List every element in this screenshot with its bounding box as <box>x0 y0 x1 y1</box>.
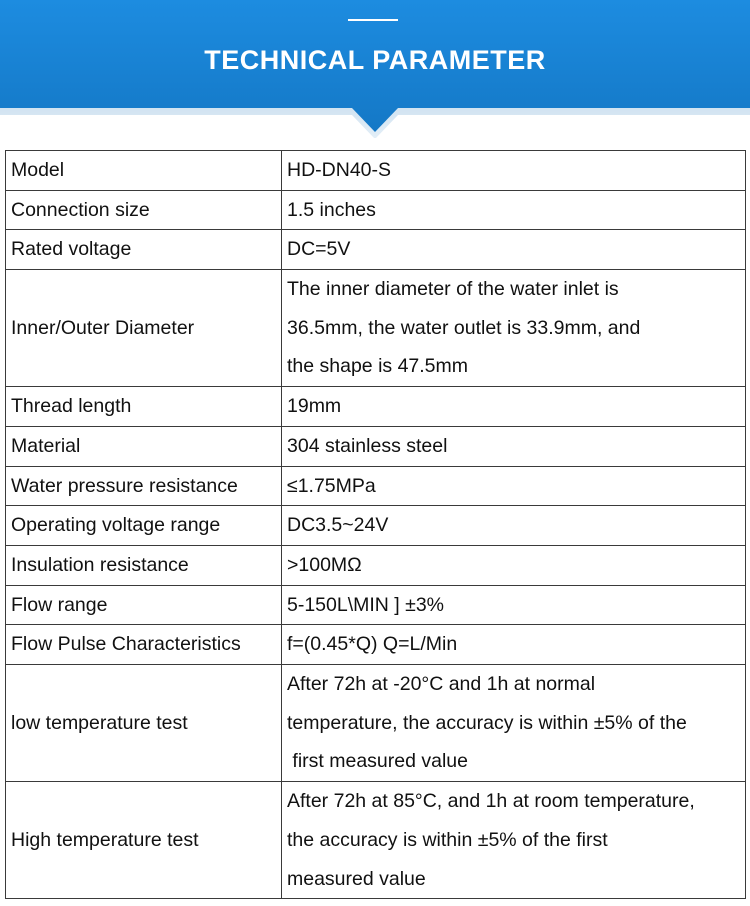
parameter-value-line: 19mm <box>287 395 342 418</box>
parameter-value-line: temperature, the accuracy is within ±5% of the <box>287 711 687 734</box>
table-row <box>6 782 746 899</box>
table-row <box>6 270 746 387</box>
parameter-value-line: the shape is 47.5mm <box>287 355 469 378</box>
table-row <box>6 230 746 270</box>
parameter-value-line: the accuracy is within ±5% of the first <box>287 828 608 851</box>
parameter-label: High temperature test <box>6 782 282 899</box>
parameter-value-line: first measured value <box>287 750 468 773</box>
parameter-label: Flow range <box>6 585 282 625</box>
table-row <box>6 625 746 665</box>
parameter-label: Material <box>6 426 282 466</box>
table-row <box>6 190 746 230</box>
parameter-label: Insulation resistance <box>6 545 282 585</box>
parameter-value <box>282 190 746 230</box>
table-row <box>6 665 746 782</box>
parameter-value <box>282 782 746 899</box>
parameter-label: Model <box>6 151 282 191</box>
table-row <box>6 545 746 585</box>
parameter-value <box>282 585 746 625</box>
parameter-label: low temperature test <box>6 665 282 782</box>
parameter-value-line: 1.5 inches <box>287 198 376 221</box>
parameter-value <box>282 466 746 506</box>
parameter-value-line: After 72h at 85°C, and 1h at room temperature, <box>287 790 695 813</box>
table-row <box>6 506 746 546</box>
parameter-value <box>282 151 746 191</box>
parameter-label: Flow Pulse Characteristics <box>6 625 282 665</box>
parameter-value <box>282 230 746 270</box>
table-row <box>6 426 746 466</box>
parameter-value-line: After 72h at -20°C and 1h at normal <box>287 673 596 696</box>
page-title: TECHNICAL PARAMETER <box>204 45 546 75</box>
parameter-value-line: measured value <box>287 867 426 890</box>
parameter-label: Thread length <box>6 387 282 427</box>
parameter-value-line: 304 stainless steel <box>287 434 448 457</box>
header-divider <box>348 19 398 21</box>
parameter-label: Operating voltage range <box>6 506 282 546</box>
parameter-value <box>282 426 746 466</box>
parameter-value <box>282 665 746 782</box>
table-row <box>6 585 746 625</box>
parameter-value-line: HD-DN40-S <box>287 159 392 181</box>
table-row <box>6 151 746 191</box>
table-row <box>6 466 746 506</box>
parameter-value-line: DC3.5~24V <box>287 514 389 537</box>
parameter-label: Rated voltage <box>6 230 282 270</box>
parameter-value <box>282 387 746 427</box>
header-banner <box>0 0 750 138</box>
parameter-value <box>282 545 746 585</box>
parameter-value <box>282 506 746 546</box>
parameter-value-line: 5-150L\MIN ] ±3% <box>287 593 445 616</box>
parameter-table <box>5 150 746 899</box>
parameter-value-line: 36.5mm, the water outlet is 33.9mm, and <box>287 316 641 339</box>
table-row <box>6 387 746 427</box>
parameter-label: Water pressure resistance <box>6 466 282 506</box>
parameter-label: Inner/Outer Diameter <box>6 270 282 387</box>
parameter-label: Connection size <box>6 190 282 230</box>
parameter-value-line: The inner diameter of the water inlet is <box>287 278 619 301</box>
parameter-value-line: ≤1.75MPa <box>287 474 376 497</box>
parameter-value <box>282 625 746 665</box>
parameter-value <box>282 270 746 387</box>
parameter-value-line: >100MΩ <box>287 553 362 576</box>
parameter-value-line: f=(0.45*Q) Q=L/Min <box>287 633 458 656</box>
parameter-value-line: DC=5V <box>287 238 351 261</box>
